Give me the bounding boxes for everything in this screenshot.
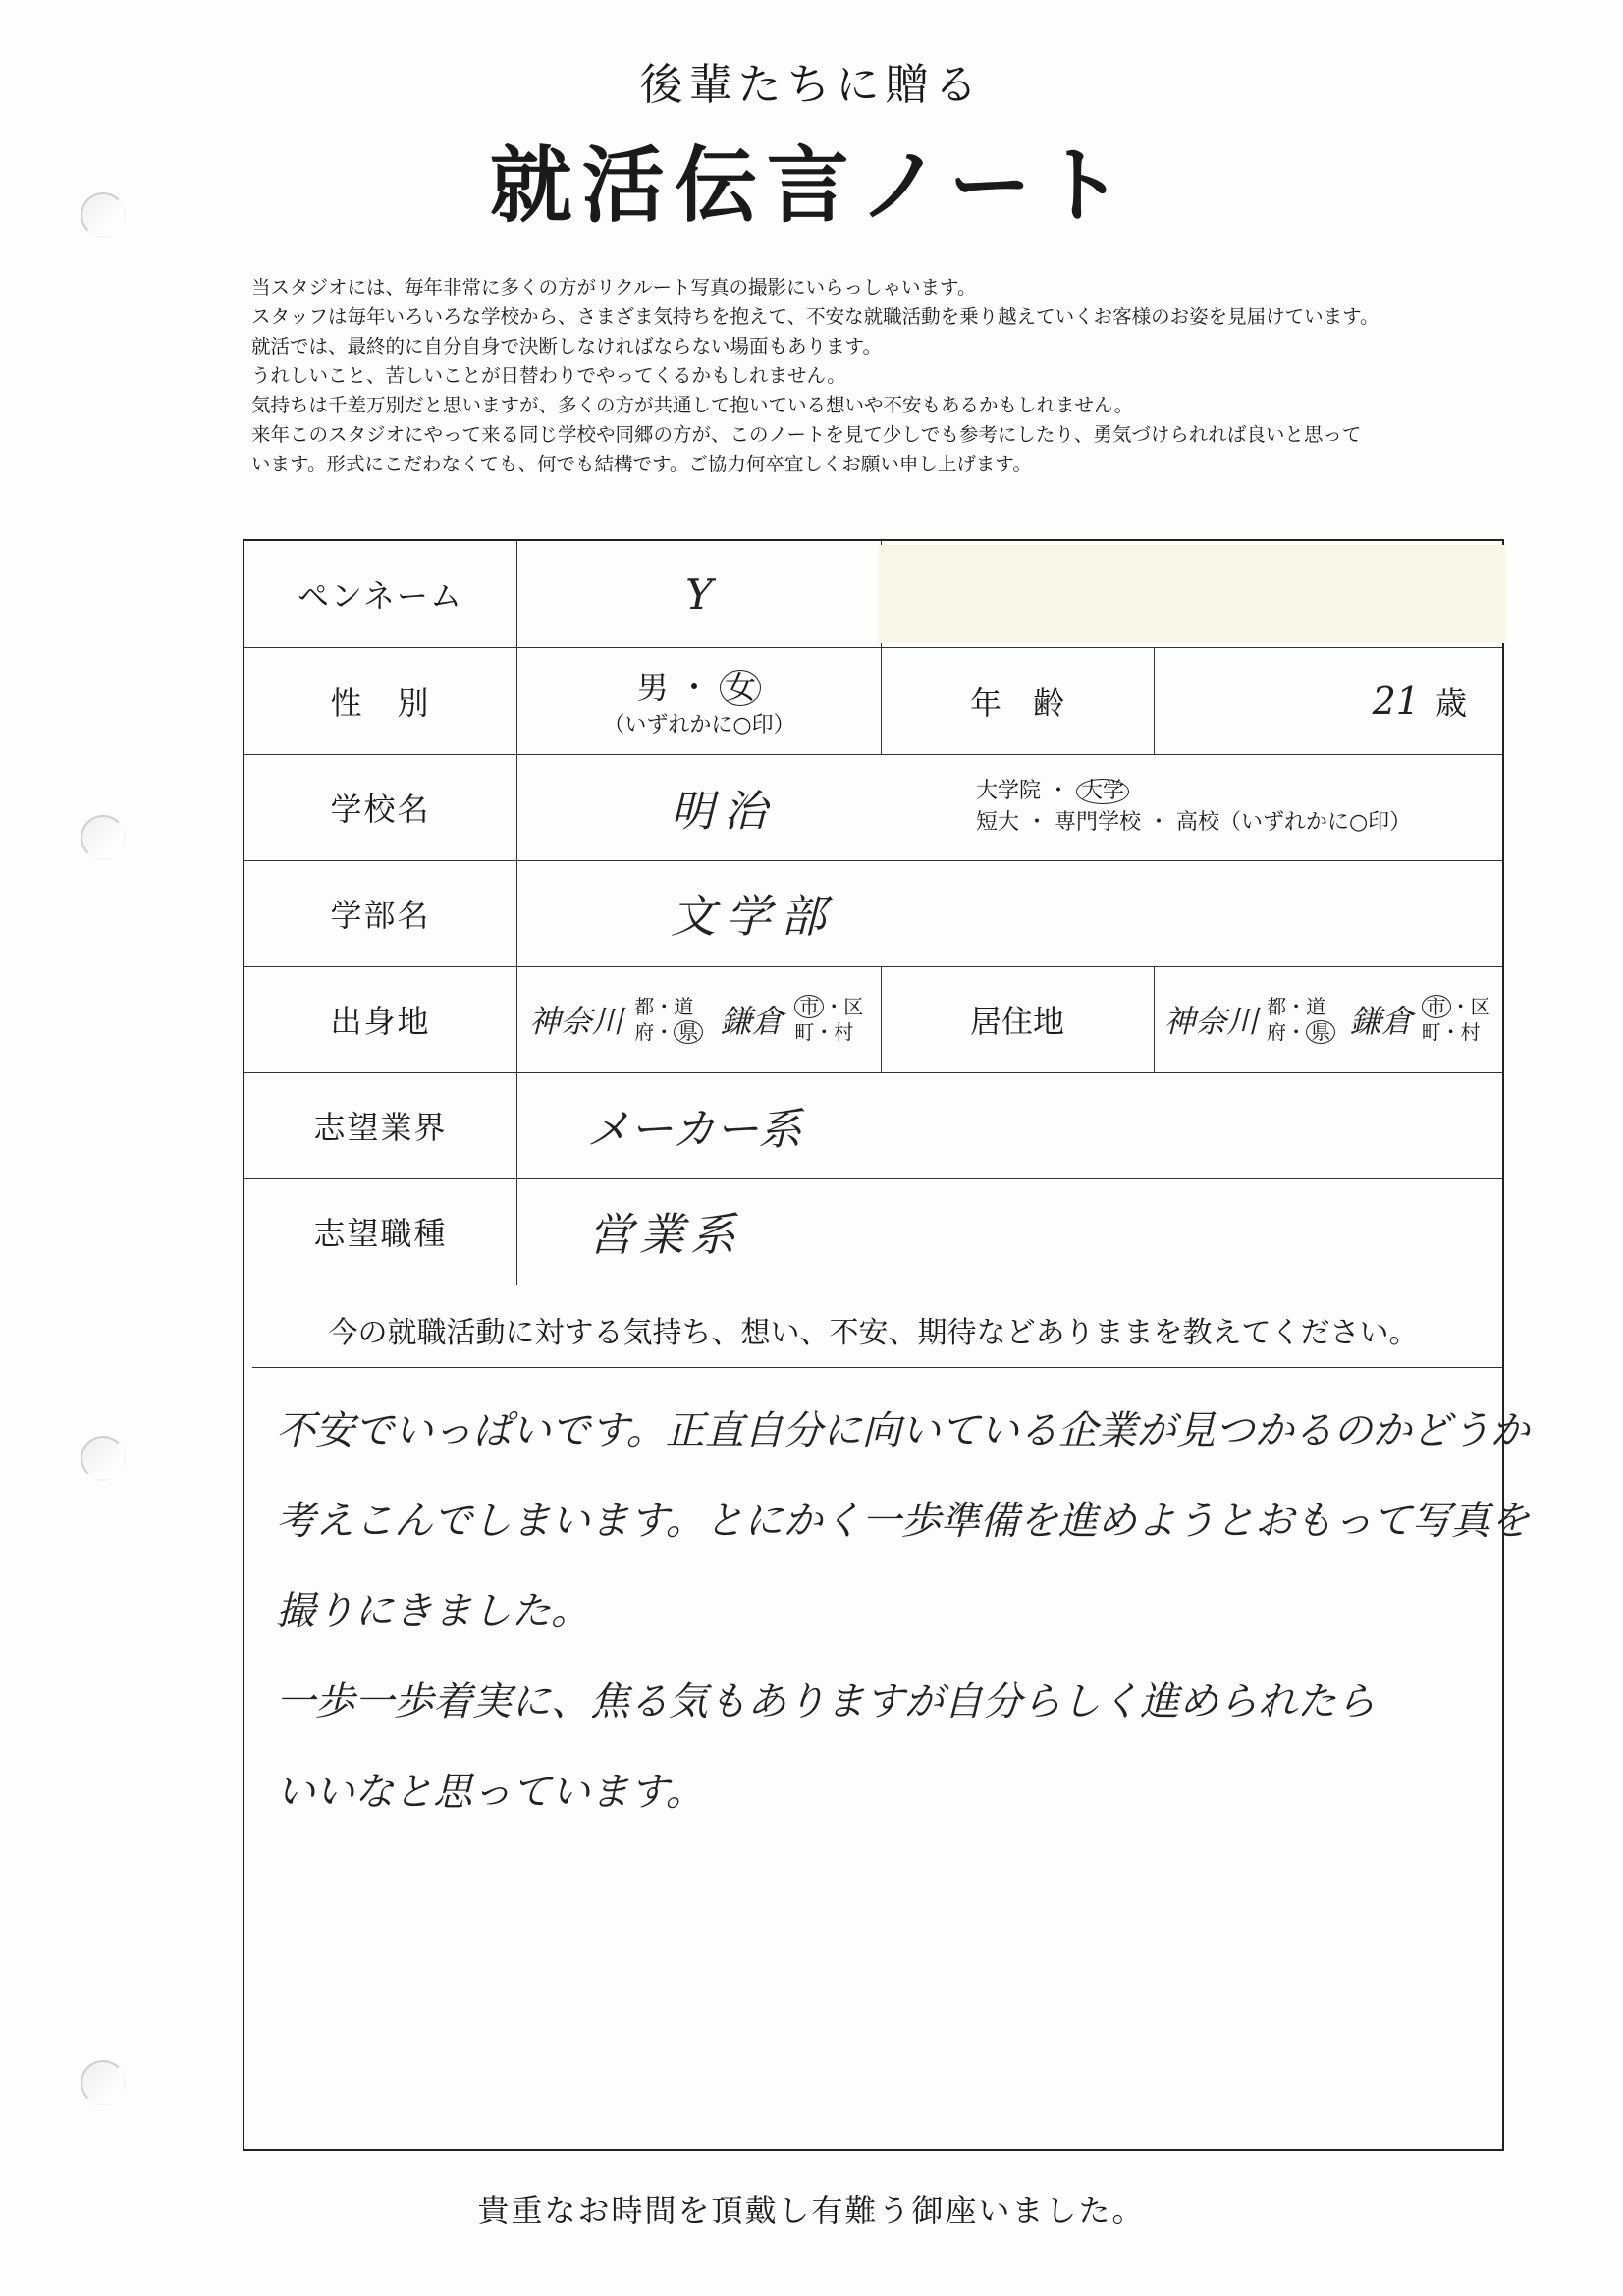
city-suffix-options: 市 ・区 町・村 xyxy=(794,995,864,1044)
school-type-options: 短大 ・ 専門学校 ・ 高校（いずれかに○印） xyxy=(976,810,1412,835)
intro-line: 気持ちは千差万別だと思いますが、多くの方が共通して抱いている想いや不安もあるかもしれません。 xyxy=(251,394,1134,416)
age-value: 21 xyxy=(1372,679,1420,723)
school-type-grad: 大学院 xyxy=(976,779,1042,803)
essay-line: 撮りにきました。 xyxy=(276,1589,590,1634)
intro-line: います。形式にこだわなくても、何でも結構です。ご協力何卒宜しくお願い申し上げます。 xyxy=(251,453,1032,475)
residence-cell[interactable] xyxy=(1154,966,1506,1072)
residence-label: 居住地 xyxy=(969,1003,1064,1040)
pref-ken-circled: 県 xyxy=(1306,1020,1335,1044)
essay-prompt: 今の就職活動に対する気持ち、想い、不安、期待などありままを教えてください。 xyxy=(328,1316,1419,1350)
essay-line: 一歩一歩着実に、焦る気もありますが自分らしく進められたら xyxy=(276,1679,1376,1724)
intro-line: 来年このスタジオにやって来る同じ学校や同郷の方が、このノートを見て少しでも参考にしたり、勇気づけられれば良いと思って xyxy=(251,423,1362,446)
age-unit: 歳 xyxy=(1434,683,1467,722)
school-type-sep: ・ xyxy=(1048,779,1070,803)
gender-female-circled: 女 xyxy=(720,670,761,706)
location-row xyxy=(244,966,1502,1073)
intro-text xyxy=(251,273,1587,479)
city-shi-circled: 市 xyxy=(1422,995,1451,1018)
punch-hole xyxy=(81,1436,126,1481)
faculty-label: 学部名 xyxy=(244,860,517,966)
job-value[interactable]: 営業系 xyxy=(588,1208,741,1261)
city-shi-circled: 市 xyxy=(794,995,824,1018)
school-label: 学校名 xyxy=(244,754,517,860)
gender-cell[interactable] xyxy=(517,647,881,754)
gender-dot: ・ xyxy=(677,669,710,706)
prompt-divider xyxy=(252,1367,1502,1368)
city-suffix-options: 市 ・区 町・村 xyxy=(1421,995,1490,1044)
questionnaire-form xyxy=(243,539,1530,2151)
redacted-area xyxy=(878,545,1506,643)
gender-label: 性 別 xyxy=(244,647,517,754)
gender-note: （いずれかに○印） xyxy=(603,713,795,738)
age-cell[interactable] xyxy=(1154,647,1506,754)
pen-name-label: ペンネーム xyxy=(244,541,517,647)
industry-label: 志望業界 xyxy=(244,1072,517,1178)
page-subtitle: 後輩たちに贈る xyxy=(639,60,984,110)
gender-male: 男 xyxy=(636,669,669,706)
hometown-label: 出身地 xyxy=(244,966,517,1072)
punch-hole xyxy=(81,815,126,860)
gender-age-row xyxy=(244,647,1502,755)
job-label: 志望職種 xyxy=(244,1178,517,1285)
essay-line: いいなと思っています。 xyxy=(276,1770,705,1815)
essay-line: 不安でいっぱいです。正直自分に向いている企業が見つかるのかどうか xyxy=(276,1408,1530,1453)
pref-ken-circled: 県 xyxy=(674,1020,703,1044)
school-value[interactable]: 明治 xyxy=(671,787,777,837)
intro-line: 就活では、最終的に自分自身で決断しなければならない場面もあります。 xyxy=(251,335,882,357)
school-type-university-circled: 大学 xyxy=(1076,779,1129,804)
intro-line: うれしいこと、苦しいことが日替わりでやってくるかもしれません。 xyxy=(251,364,846,387)
essay-line: 考えこんでしまいます。とにかく一歩準備を進めようとおもって写真を xyxy=(276,1499,1530,1544)
faculty-row xyxy=(244,860,1502,967)
intro-line: スタッフは毎年いろいろな学校から、さまざま気持ちを抱えて、不安な就職活動を乗り越えていくお客様のお姿を見届けています。 xyxy=(251,305,1380,328)
faculty-value[interactable]: 文学部 xyxy=(671,890,836,943)
school-row xyxy=(244,754,1502,861)
hometown-cell[interactable] xyxy=(517,966,881,1072)
industry-row xyxy=(244,1072,1502,1179)
pen-name-value[interactable]: Y xyxy=(685,570,713,619)
job-row xyxy=(244,1178,1502,1285)
school-type-cell[interactable] xyxy=(976,754,1496,860)
hometown-city: 鎌倉 xyxy=(720,1003,784,1040)
residence-city: 鎌倉 xyxy=(1349,1003,1413,1040)
prompt-row xyxy=(244,1285,1502,1367)
age-label: 年 齢 xyxy=(969,683,1064,722)
punch-hole xyxy=(81,2060,126,2105)
industry-value[interactable]: メーカー系 xyxy=(586,1105,802,1155)
pref-suffix-options: 都・道 府・ 県 xyxy=(634,994,709,1045)
page-title: 就活伝言ノート xyxy=(489,137,1134,234)
footer-thanks: 貴重なお時間を頂戴し有難う御座いました。 xyxy=(477,2192,1146,2229)
hometown-pref: 神奈川 xyxy=(528,1003,623,1040)
intro-line: 当スタジオには、毎年非常に多くの方がリクルート写真の撮影にいらっしゃいます。 xyxy=(251,276,977,299)
essay-answer[interactable] xyxy=(276,1386,1530,1837)
residence-pref: 神奈川 xyxy=(1163,1003,1259,1040)
pen-name-row xyxy=(244,541,1502,648)
pref-suffix-options: 都・道 府・ 県 xyxy=(1267,994,1341,1045)
